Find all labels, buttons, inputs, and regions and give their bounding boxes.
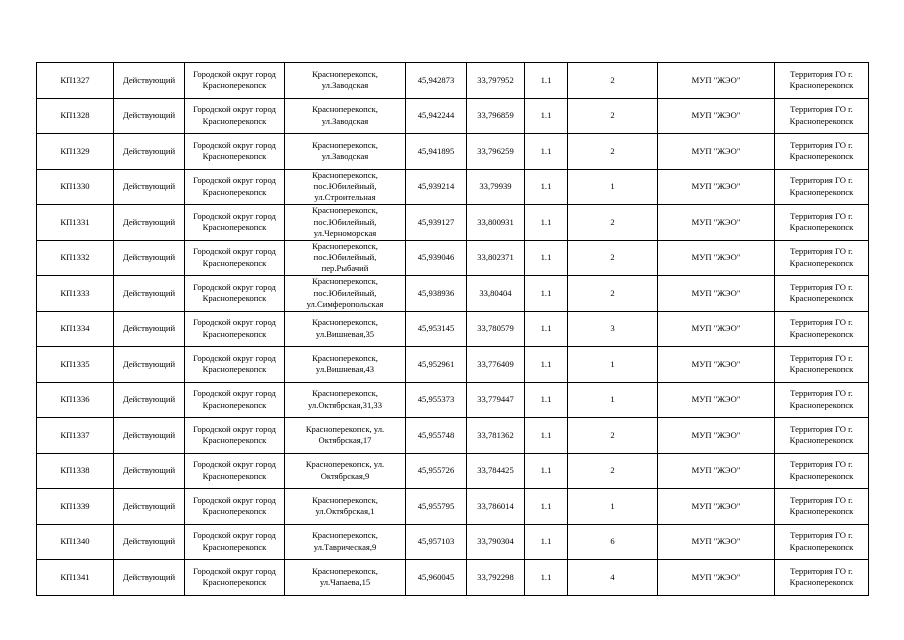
district-cell xyxy=(185,169,285,205)
address-cell xyxy=(285,489,406,525)
territory-line: Красноперекопск xyxy=(789,435,854,446)
district-cell xyxy=(185,205,285,241)
territory-line: Территория ГО г. xyxy=(790,459,853,470)
container-volume-cell: 1.1 xyxy=(525,489,568,525)
district-line: Городской округ город xyxy=(193,281,276,292)
address-line: ул.Заводская xyxy=(321,151,369,162)
address-line: ул.Заводская xyxy=(321,80,369,91)
table-row xyxy=(37,63,869,99)
address-line: Красноперекопск, xyxy=(312,205,378,216)
address-cell xyxy=(285,63,406,99)
district-cell xyxy=(185,560,285,596)
status-cell: Действующий xyxy=(114,205,185,241)
table-row xyxy=(37,169,869,205)
district-cell xyxy=(185,489,285,525)
container-count-cell: 2 xyxy=(568,276,658,312)
latitude-cell: 45,941895 xyxy=(406,134,467,170)
district-cell xyxy=(185,347,285,383)
longitude-cell: 33,796859 xyxy=(467,98,525,134)
territory-line: Красноперекопск xyxy=(789,151,854,162)
district-line: Красноперекопск xyxy=(202,80,267,91)
address-line: Красноперекопск, xyxy=(312,169,378,180)
container-volume-cell: 1.1 xyxy=(525,311,568,347)
status-cell: Действующий xyxy=(114,453,185,489)
status-cell: Действующий xyxy=(114,63,185,99)
address-cell xyxy=(285,240,406,276)
latitude-cell: 45,955373 xyxy=(406,382,467,418)
latitude-cell: 45,960045 xyxy=(406,560,467,596)
territory-line: Территория ГО г. xyxy=(790,352,853,363)
latitude-cell: 45,957103 xyxy=(406,524,467,560)
table-row xyxy=(37,560,869,596)
district-line: Городской округ город xyxy=(193,530,276,541)
point-id-cell: КП1327 xyxy=(37,63,114,99)
address-line: Красноперекопск, ул. xyxy=(305,423,385,434)
territory-line: Красноперекопск xyxy=(789,328,854,339)
address-line: Красноперекопск, ул. xyxy=(305,459,385,470)
district-cell xyxy=(185,524,285,560)
longitude-cell: 33,786014 xyxy=(467,489,525,525)
status-cell: Действующий xyxy=(114,347,185,383)
district-line: Городской округ город xyxy=(193,104,276,115)
address-line: Красноперекопск, xyxy=(312,139,378,150)
district-cell xyxy=(185,63,285,99)
container-count-cell: 2 xyxy=(568,205,658,241)
address-line: Красноперекопск, xyxy=(312,68,378,79)
district-line: Городской округ город xyxy=(193,352,276,363)
point-id-cell: КП1335 xyxy=(37,347,114,383)
latitude-cell: 45,953145 xyxy=(406,311,467,347)
owner-cell: МУП "ЖЭО" xyxy=(658,98,775,134)
territory-cell xyxy=(775,453,869,489)
owner-cell: МУП "ЖЭО" xyxy=(658,311,775,347)
container-count-cell: 1 xyxy=(568,489,658,525)
district-cell xyxy=(185,276,285,312)
container-count-cell: 2 xyxy=(568,63,658,99)
address-line: ул.Таврическая,9 xyxy=(313,541,377,552)
status-cell: Действующий xyxy=(114,169,185,205)
address-line: пер.Рыбачий xyxy=(321,263,369,274)
district-line: Красноперекопск xyxy=(202,293,267,304)
container-volume-cell: 1.1 xyxy=(525,347,568,383)
table-row xyxy=(37,382,869,418)
district-cell xyxy=(185,134,285,170)
district-line: Красноперекопск xyxy=(202,470,267,481)
owner-cell: МУП "ЖЭО" xyxy=(658,240,775,276)
latitude-cell: 45,942873 xyxy=(406,63,467,99)
territory-line: Территория ГО г. xyxy=(790,139,853,150)
territory-cell xyxy=(775,489,869,525)
owner-cell: МУП "ЖЭО" xyxy=(658,205,775,241)
owner-cell: МУП "ЖЭО" xyxy=(658,560,775,596)
point-id-cell: КП1336 xyxy=(37,382,114,418)
territory-cell xyxy=(775,134,869,170)
container-count-cell: 1 xyxy=(568,169,658,205)
container-volume-cell: 1.1 xyxy=(525,63,568,99)
district-line: Красноперекопск xyxy=(202,222,267,233)
address-cell xyxy=(285,418,406,454)
table-row xyxy=(37,347,869,383)
territory-line: Красноперекопск xyxy=(789,364,854,375)
address-cell xyxy=(285,453,406,489)
status-cell: Действующий xyxy=(114,524,185,560)
district-cell xyxy=(185,418,285,454)
address-line: Октябрская,17 xyxy=(318,435,372,446)
district-line: Красноперекопск xyxy=(202,506,267,517)
point-id-cell: КП1333 xyxy=(37,276,114,312)
district-line: Городской округ город xyxy=(193,317,276,328)
container-volume-cell: 1.1 xyxy=(525,240,568,276)
longitude-cell: 33,781362 xyxy=(467,418,525,454)
status-cell: Действующий xyxy=(114,134,185,170)
address-line: Красноперекопск, xyxy=(312,565,378,576)
district-line: Красноперекопск xyxy=(202,257,267,268)
district-line: Красноперекопск xyxy=(202,577,267,588)
point-id-cell: КП1340 xyxy=(37,524,114,560)
owner-cell: МУП "ЖЭО" xyxy=(658,276,775,312)
container-volume-cell: 1.1 xyxy=(525,453,568,489)
container-volume-cell: 1.1 xyxy=(525,382,568,418)
territory-cell xyxy=(775,276,869,312)
container-count-cell: 4 xyxy=(568,560,658,596)
container-count-cell: 1 xyxy=(568,347,658,383)
address-line: ул.Вишневая,43 xyxy=(315,364,375,375)
status-cell: Действующий xyxy=(114,418,185,454)
address-cell xyxy=(285,134,406,170)
territory-cell xyxy=(775,63,869,99)
table-row xyxy=(37,205,869,241)
address-cell xyxy=(285,382,406,418)
latitude-cell: 45,939127 xyxy=(406,205,467,241)
container-volume-cell: 1.1 xyxy=(525,560,568,596)
status-cell: Действующий xyxy=(114,276,185,312)
address-cell xyxy=(285,98,406,134)
territory-cell xyxy=(775,169,869,205)
status-cell: Действующий xyxy=(114,98,185,134)
latitude-cell: 45,955748 xyxy=(406,418,467,454)
territory-line: Красноперекопск xyxy=(789,506,854,517)
district-cell xyxy=(185,240,285,276)
district-line: Городской округ город xyxy=(193,246,276,257)
address-line: ул.Чапаева,15 xyxy=(319,577,371,588)
address-cell xyxy=(285,524,406,560)
latitude-cell: 45,939046 xyxy=(406,240,467,276)
address-cell xyxy=(285,169,406,205)
address-line: Октябрская,9 xyxy=(320,470,370,481)
territory-cell xyxy=(775,382,869,418)
container-volume-cell: 1.1 xyxy=(525,418,568,454)
latitude-cell: 45,939214 xyxy=(406,169,467,205)
table-row xyxy=(37,240,869,276)
territory-line: Красноперекопск xyxy=(789,293,854,304)
table-row xyxy=(37,524,869,560)
longitude-cell: 33,790304 xyxy=(467,524,525,560)
district-cell xyxy=(185,453,285,489)
container-volume-cell: 1.1 xyxy=(525,169,568,205)
address-line: Красноперекопск, xyxy=(312,104,378,115)
territory-line: Территория ГО г. xyxy=(790,246,853,257)
territory-line: Красноперекопск xyxy=(789,470,854,481)
longitude-cell: 33,779447 xyxy=(467,382,525,418)
territory-line: Территория ГО г. xyxy=(790,68,853,79)
owner-cell: МУП "ЖЭО" xyxy=(658,489,775,525)
address-line: Красноперекопск, xyxy=(312,494,378,505)
territory-line: Территория ГО г. xyxy=(790,317,853,328)
owner-cell: МУП "ЖЭО" xyxy=(658,453,775,489)
district-line: Городской округ город xyxy=(193,423,276,434)
latitude-cell: 45,938936 xyxy=(406,276,467,312)
territory-cell xyxy=(775,560,869,596)
point-id-cell: КП1337 xyxy=(37,418,114,454)
point-id-cell: КП1341 xyxy=(37,560,114,596)
address-line: Красноперекопск, xyxy=(312,240,378,251)
owner-cell: МУП "ЖЭО" xyxy=(658,347,775,383)
longitude-cell: 33,797952 xyxy=(467,63,525,99)
district-line: Городской округ город xyxy=(193,68,276,79)
address-cell xyxy=(285,311,406,347)
district-cell xyxy=(185,382,285,418)
point-id-cell: КП1331 xyxy=(37,205,114,241)
address-line: ул.Заводская xyxy=(321,115,369,126)
district-cell xyxy=(185,311,285,347)
container-volume-cell: 1.1 xyxy=(525,134,568,170)
address-line: Красноперекопск, xyxy=(312,317,378,328)
territory-line: Красноперекопск xyxy=(789,115,854,126)
longitude-cell: 33,79939 xyxy=(467,169,525,205)
address-line: ул.Октябрская,31,33 xyxy=(308,399,382,410)
address-line: ул.Строительная xyxy=(314,192,376,203)
territory-line: Территория ГО г. xyxy=(790,565,853,576)
district-line: Красноперекопск xyxy=(202,541,267,552)
owner-cell: МУП "ЖЭО" xyxy=(658,134,775,170)
territory-cell xyxy=(775,205,869,241)
status-cell: Действующий xyxy=(114,311,185,347)
address-line: ул.Черноморская xyxy=(313,227,377,238)
district-line: Красноперекопск xyxy=(202,328,267,339)
longitude-cell: 33,780579 xyxy=(467,311,525,347)
territory-line: Территория ГО г. xyxy=(790,210,853,221)
territory-cell xyxy=(775,347,869,383)
territory-cell xyxy=(775,418,869,454)
address-cell xyxy=(285,347,406,383)
container-count-cell: 2 xyxy=(568,453,658,489)
longitude-cell: 33,796259 xyxy=(467,134,525,170)
latitude-cell: 45,955795 xyxy=(406,489,467,525)
container-count-cell: 3 xyxy=(568,311,658,347)
table-row xyxy=(37,453,869,489)
owner-cell: МУП "ЖЭО" xyxy=(658,524,775,560)
owner-cell: МУП "ЖЭО" xyxy=(658,169,775,205)
longitude-cell: 33,784425 xyxy=(467,453,525,489)
longitude-cell: 33,802371 xyxy=(467,240,525,276)
territory-line: Красноперекопск xyxy=(789,80,854,91)
latitude-cell: 45,942244 xyxy=(406,98,467,134)
longitude-cell: 33,792298 xyxy=(467,560,525,596)
territory-line: Территория ГО г. xyxy=(790,175,853,186)
address-line: пос.Юбилейный, xyxy=(313,216,377,227)
territory-line: Территория ГО г. xyxy=(790,388,853,399)
table-row xyxy=(37,311,869,347)
longitude-cell: 33,800931 xyxy=(467,205,525,241)
container-count-cell: 6 xyxy=(568,524,658,560)
territory-cell xyxy=(775,311,869,347)
container-count-cell: 2 xyxy=(568,418,658,454)
address-line: Красноперекопск, xyxy=(312,276,378,287)
district-line: Красноперекопск xyxy=(202,399,267,410)
district-line: Городской округ город xyxy=(193,139,276,150)
territory-cell xyxy=(775,240,869,276)
point-id-cell: КП1329 xyxy=(37,134,114,170)
address-cell xyxy=(285,560,406,596)
territory-line: Красноперекопск xyxy=(789,399,854,410)
district-cell xyxy=(185,98,285,134)
container-volume-cell: 1.1 xyxy=(525,205,568,241)
territory-cell xyxy=(775,98,869,134)
territory-line: Красноперекопск xyxy=(789,541,854,552)
district-line: Городской округ город xyxy=(193,459,276,470)
container-count-cell: 1 xyxy=(568,382,658,418)
table-body xyxy=(37,63,869,596)
district-line: Городской округ город xyxy=(193,175,276,186)
container-count-cell: 2 xyxy=(568,98,658,134)
district-line: Красноперекопск xyxy=(202,151,267,162)
owner-cell: МУП "ЖЭО" xyxy=(658,382,775,418)
table-row xyxy=(37,418,869,454)
point-id-cell: КП1330 xyxy=(37,169,114,205)
address-line: Красноперекопск, xyxy=(312,530,378,541)
address-line: Красноперекопск, xyxy=(312,352,378,363)
district-line: Красноперекопск xyxy=(202,186,267,197)
longitude-cell: 33,776409 xyxy=(467,347,525,383)
address-line: пос.Юбилейный, xyxy=(313,181,377,192)
territory-cell xyxy=(775,524,869,560)
point-id-cell: КП1339 xyxy=(37,489,114,525)
territory-line: Территория ГО г. xyxy=(790,104,853,115)
district-line: Красноперекопск xyxy=(202,364,267,375)
status-cell: Действующий xyxy=(114,240,185,276)
address-line: пос.Юбилейный, xyxy=(313,287,377,298)
point-id-cell: КП1328 xyxy=(37,98,114,134)
address-line: пос.Юбилейный, xyxy=(313,252,377,263)
longitude-cell: 33,80404 xyxy=(467,276,525,312)
territory-line: Территория ГО г. xyxy=(790,530,853,541)
address-line: ул.Симферопольская xyxy=(306,298,384,309)
district-line: Городской округ город xyxy=(193,388,276,399)
latitude-cell: 45,955726 xyxy=(406,453,467,489)
territory-line: Территория ГО г. xyxy=(790,281,853,292)
status-cell: Действующий xyxy=(114,489,185,525)
address-cell xyxy=(285,205,406,241)
container-count-cell: 2 xyxy=(568,240,658,276)
container-volume-cell: 1.1 xyxy=(525,98,568,134)
address-line: Красноперекопск, xyxy=(312,388,378,399)
district-line: Красноперекопск xyxy=(202,115,267,126)
district-line: Красноперекопск xyxy=(202,435,267,446)
territory-line: Красноперекопск xyxy=(789,222,854,233)
territory-line: Территория ГО г. xyxy=(790,423,853,434)
territory-line: Территория ГО г. xyxy=(790,494,853,505)
district-line: Городской округ город xyxy=(193,210,276,221)
point-id-cell: КП1334 xyxy=(37,311,114,347)
table-row xyxy=(37,489,869,525)
container-volume-cell: 1.1 xyxy=(525,524,568,560)
table-row xyxy=(37,134,869,170)
territory-line: Красноперекопск xyxy=(789,257,854,268)
point-id-cell: КП1338 xyxy=(37,453,114,489)
container-volume-cell: 1.1 xyxy=(525,276,568,312)
collection-points-table xyxy=(36,62,869,596)
address-line: ул.Октябрская,1 xyxy=(315,506,375,517)
district-line: Городской округ город xyxy=(193,565,276,576)
table-row xyxy=(37,98,869,134)
territory-line: Красноперекопск xyxy=(789,186,854,197)
status-cell: Действующий xyxy=(114,560,185,596)
address-line: ул.Вишневая,35 xyxy=(315,328,375,339)
container-count-cell: 2 xyxy=(568,134,658,170)
table-row xyxy=(37,276,869,312)
owner-cell: МУП "ЖЭО" xyxy=(658,418,775,454)
district-line: Городской округ город xyxy=(193,494,276,505)
latitude-cell: 45,952961 xyxy=(406,347,467,383)
status-cell: Действующий xyxy=(114,382,185,418)
owner-cell: МУП "ЖЭО" xyxy=(658,63,775,99)
point-id-cell: КП1332 xyxy=(37,240,114,276)
territory-line: Красноперекопск xyxy=(789,577,854,588)
address-cell xyxy=(285,276,406,312)
